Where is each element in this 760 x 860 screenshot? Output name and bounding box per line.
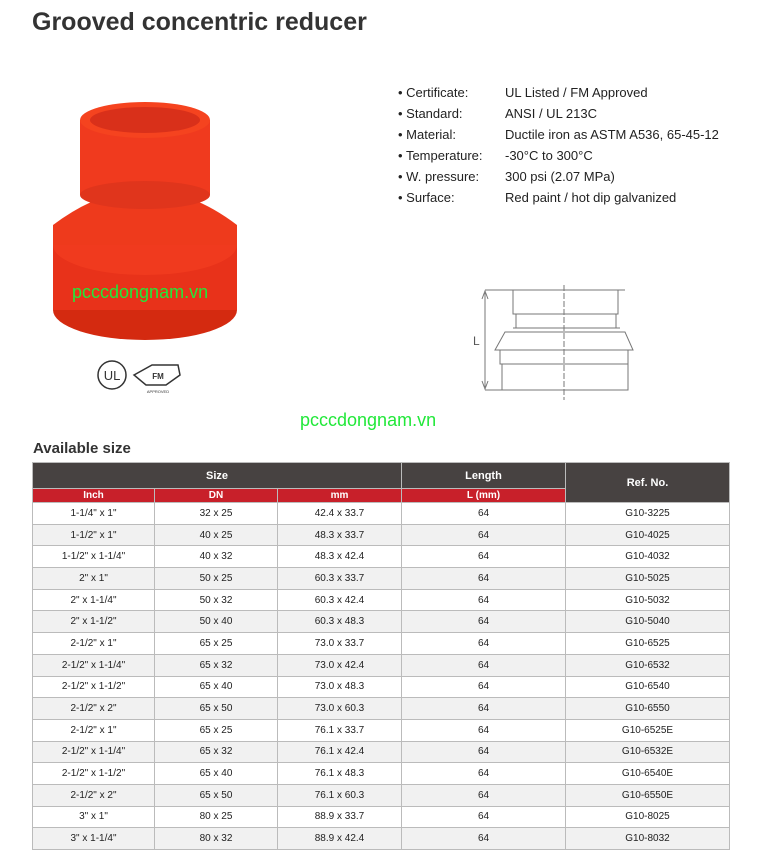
header-size: Size xyxy=(33,463,402,489)
cell-inch: 2" x 1" xyxy=(33,568,155,590)
watermark: pcccdongnam.vn xyxy=(72,282,209,302)
header-ref-no: Ref. No. xyxy=(566,463,730,503)
spec-value: -30°C to 300°C xyxy=(505,148,593,163)
cell-ref-no: G10-6550 xyxy=(566,698,730,720)
cell-dn: 65 x 32 xyxy=(155,654,278,676)
table-row xyxy=(33,503,730,525)
table-row xyxy=(33,784,730,806)
cell-inch: 2-1/2" x 1-1/2" xyxy=(33,763,155,785)
available-size-heading: Available size xyxy=(33,440,131,457)
dimension-drawing xyxy=(465,285,645,400)
cell-inch: 1-1/4" x 1" xyxy=(33,503,155,525)
size-table xyxy=(32,462,730,850)
page-title: Grooved concentric reducer xyxy=(32,8,367,36)
cell-mm: 60.3 x 33.7 xyxy=(278,568,402,590)
table-row xyxy=(33,698,730,720)
cell-mm: 76.1 x 48.3 xyxy=(278,763,402,785)
spec-item xyxy=(398,124,719,145)
header-l-mm: L (mm) xyxy=(402,489,566,503)
cell-ref-no: G10-8032 xyxy=(566,828,730,850)
cell-mm: 73.0 x 60.3 xyxy=(278,698,402,720)
cell-inch: 2-1/2" x 1-1/2" xyxy=(33,676,155,698)
cell-mm: 76.1 x 60.3 xyxy=(278,784,402,806)
cell-dn: 65 x 32 xyxy=(155,741,278,763)
spec-item xyxy=(398,187,719,208)
cell-length: 64 xyxy=(402,719,566,741)
spec-value: UL Listed / FM Approved xyxy=(505,85,648,100)
header-mm: mm xyxy=(278,489,402,503)
spec-value: 300 psi (2.07 MPa) xyxy=(505,169,615,184)
table-row xyxy=(33,654,730,676)
cell-ref-no: G10-6532 xyxy=(566,654,730,676)
spec-label: • Certificate: xyxy=(398,82,505,103)
cell-inch: 2-1/2" x 1" xyxy=(33,633,155,655)
cell-mm: 88.9 x 42.4 xyxy=(278,828,402,850)
cell-dn: 40 x 25 xyxy=(155,524,278,546)
cell-length: 64 xyxy=(402,784,566,806)
cell-length: 64 xyxy=(402,589,566,611)
cell-ref-no: G10-6550E xyxy=(566,784,730,806)
cell-dn: 40 x 32 xyxy=(155,546,278,568)
cell-ref-no: G10-6525E xyxy=(566,719,730,741)
cell-ref-no: G10-4032 xyxy=(566,546,730,568)
cell-inch: 3" x 1-1/4" xyxy=(33,828,155,850)
cell-mm: 42.4 x 33.7 xyxy=(278,503,402,525)
cell-length: 64 xyxy=(402,611,566,633)
cell-length: 64 xyxy=(402,806,566,828)
cell-length: 64 xyxy=(402,568,566,590)
cell-length: 64 xyxy=(402,828,566,850)
spec-label: • Surface: xyxy=(398,187,505,208)
cell-mm: 48.3 x 42.4 xyxy=(278,546,402,568)
spec-value: ANSI / UL 213C xyxy=(505,106,598,121)
cell-ref-no: G10-6540 xyxy=(566,676,730,698)
watermark: pcccdongnam.vn xyxy=(300,410,437,430)
table-row xyxy=(33,763,730,785)
cell-inch: 2-1/2" x 2" xyxy=(33,784,155,806)
cell-ref-no: G10-5025 xyxy=(566,568,730,590)
cell-length: 64 xyxy=(402,698,566,720)
cell-dn: 80 x 32 xyxy=(155,828,278,850)
cell-length: 64 xyxy=(402,676,566,698)
cell-mm: 73.0 x 42.4 xyxy=(278,654,402,676)
cell-inch: 2-1/2" x 1-1/4" xyxy=(33,654,155,676)
svg-text:FM: FM xyxy=(152,372,164,381)
table-row xyxy=(33,828,730,850)
table-row xyxy=(33,741,730,763)
cell-dn: 32 x 25 xyxy=(155,503,278,525)
spec-value: Red paint / hot dip galvanized xyxy=(505,190,677,205)
spec-label: • W. pressure: xyxy=(398,166,505,187)
spec-item xyxy=(398,145,719,166)
cell-mm: 60.3 x 42.4 xyxy=(278,589,402,611)
header-inch: Inch xyxy=(33,489,155,503)
cell-inch: 2" x 1-1/4" xyxy=(33,589,155,611)
cell-length: 64 xyxy=(402,741,566,763)
svg-text:APPROVED: APPROVED xyxy=(146,389,170,394)
cell-length: 64 xyxy=(402,633,566,655)
spec-item xyxy=(398,166,719,187)
spec-value: Ductile iron as ASTM A536, 65-45-12 xyxy=(505,127,719,142)
cell-dn: 65 x 50 xyxy=(155,698,278,720)
product-photo xyxy=(30,95,270,395)
cell-inch: 3" x 1" xyxy=(33,806,155,828)
spec-label: • Material: xyxy=(398,124,505,145)
table-row xyxy=(33,633,730,655)
table-row xyxy=(33,568,730,590)
cell-dn: 65 x 40 xyxy=(155,763,278,785)
cell-mm: 73.0 x 33.7 xyxy=(278,633,402,655)
spec-label: • Standard: xyxy=(398,103,505,124)
cell-dn: 50 x 40 xyxy=(155,611,278,633)
cell-mm: 48.3 x 33.7 xyxy=(278,524,402,546)
cell-dn: 65 x 40 xyxy=(155,676,278,698)
cell-inch: 1-1/2" x 1" xyxy=(33,524,155,546)
cell-ref-no: G10-3225 xyxy=(566,503,730,525)
header-length: Length xyxy=(402,463,566,489)
spec-list xyxy=(398,82,719,208)
cell-length: 64 xyxy=(402,654,566,676)
cell-inch: 2" x 1-1/2" xyxy=(33,611,155,633)
table-row xyxy=(33,676,730,698)
cell-dn: 65 x 25 xyxy=(155,719,278,741)
length-label: L xyxy=(473,334,480,348)
cell-inch: 2-1/2" x 1" xyxy=(33,719,155,741)
cell-ref-no: G10-5032 xyxy=(566,589,730,611)
cell-length: 64 xyxy=(402,763,566,785)
table-row xyxy=(33,589,730,611)
cell-ref-no: G10-6532E xyxy=(566,741,730,763)
cell-dn: 50 x 25 xyxy=(155,568,278,590)
fm-approved-logo xyxy=(134,365,180,394)
table-row xyxy=(33,719,730,741)
table-row xyxy=(33,611,730,633)
cell-ref-no: G10-6525 xyxy=(566,633,730,655)
cell-ref-no: G10-8025 xyxy=(566,806,730,828)
cell-mm: 60.3 x 48.3 xyxy=(278,611,402,633)
cell-length: 64 xyxy=(402,546,566,568)
cell-mm: 76.1 x 42.4 xyxy=(278,741,402,763)
cell-inch: 1-1/2" x 1-1/4" xyxy=(33,546,155,568)
header-dn: DN xyxy=(155,489,278,503)
spec-label: • Temperature: xyxy=(398,145,505,166)
table-row xyxy=(33,524,730,546)
cell-dn: 65 x 50 xyxy=(155,784,278,806)
table-row xyxy=(33,806,730,828)
cell-ref-no: G10-6540E xyxy=(566,763,730,785)
cell-inch: 2-1/2" x 2" xyxy=(33,698,155,720)
cell-dn: 50 x 32 xyxy=(155,589,278,611)
cell-dn: 80 x 25 xyxy=(155,806,278,828)
cell-length: 64 xyxy=(402,503,566,525)
spec-item xyxy=(398,103,719,124)
cell-mm: 73.0 x 48.3 xyxy=(278,676,402,698)
ul-logo xyxy=(98,361,126,389)
cell-ref-no: G10-5040 xyxy=(566,611,730,633)
cell-mm: 76.1 x 33.7 xyxy=(278,719,402,741)
table-row xyxy=(33,546,730,568)
cell-dn: 65 x 25 xyxy=(155,633,278,655)
cell-ref-no: G10-4025 xyxy=(566,524,730,546)
cell-length: 64 xyxy=(402,524,566,546)
cell-mm: 88.9 x 33.7 xyxy=(278,806,402,828)
svg-text:UL: UL xyxy=(103,368,121,383)
spec-item xyxy=(398,82,719,103)
cell-inch: 2-1/2" x 1-1/4" xyxy=(33,741,155,763)
